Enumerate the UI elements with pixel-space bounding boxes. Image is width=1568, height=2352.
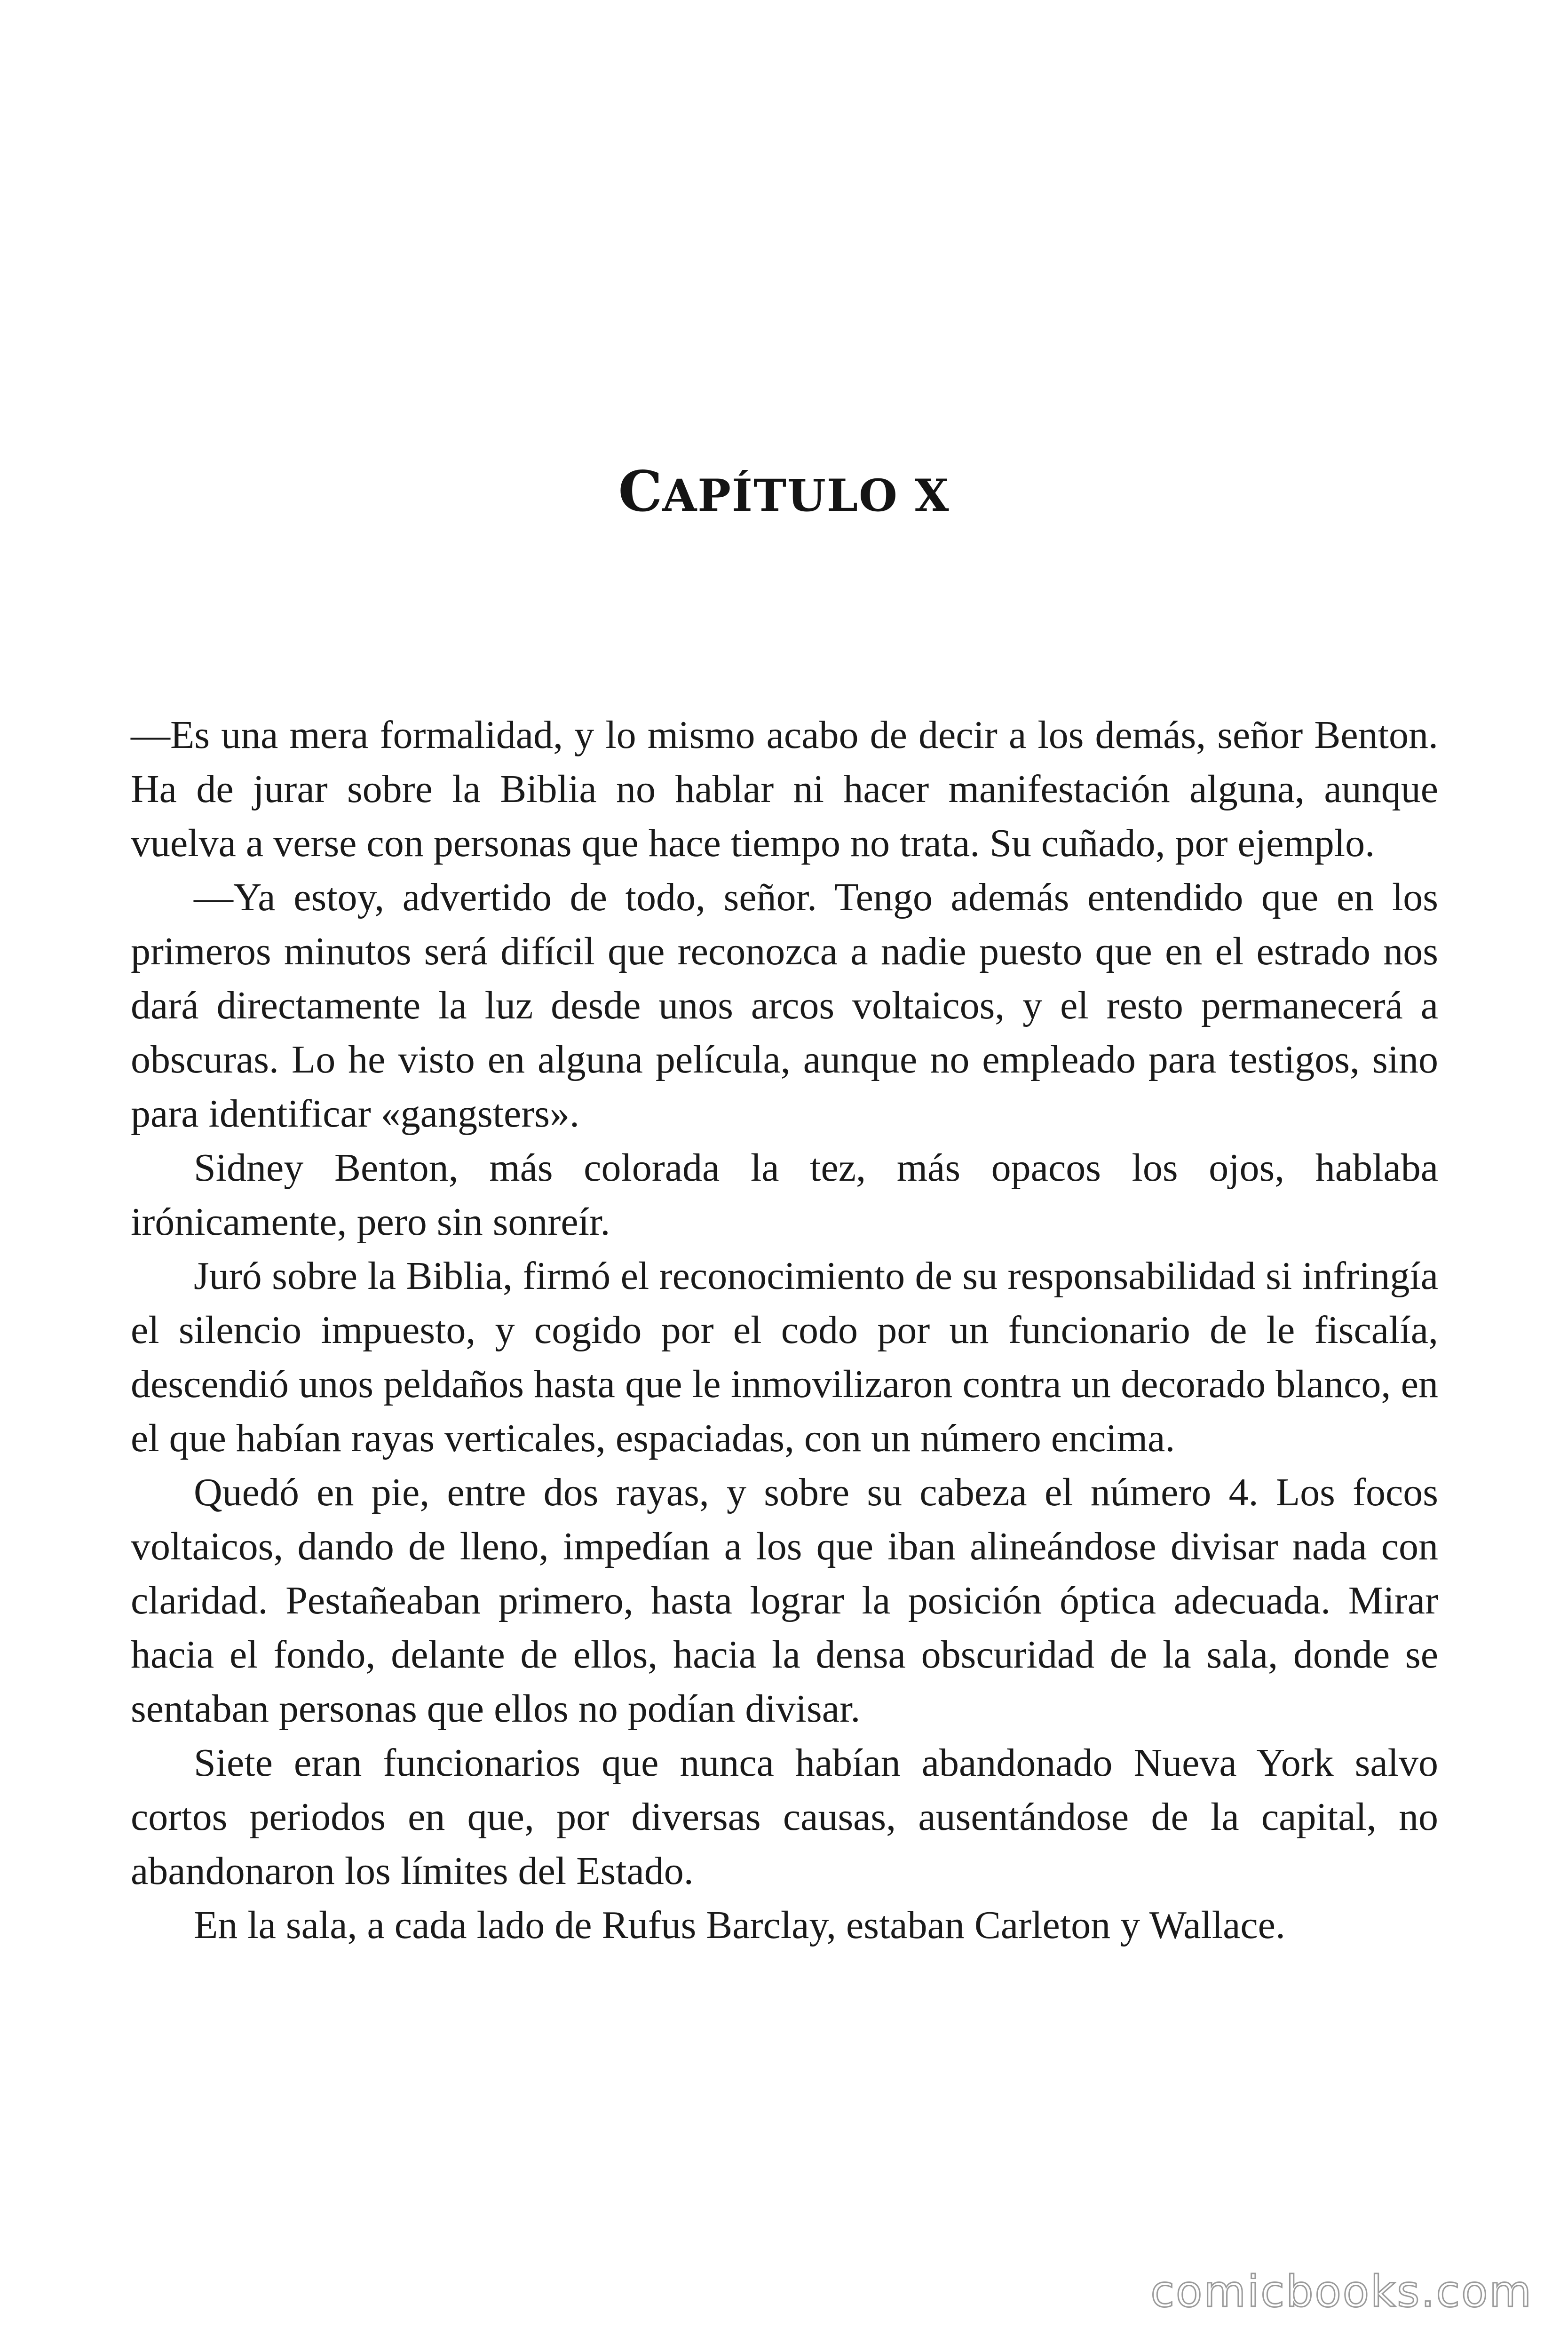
paragraph-2: —Ya estoy, advertido de todo, señor. Tengo además entendido que en los primeros minutos será difícil que reconozca a nadie puesto que en el estrado nos dará directamente la luz desde unos arcos voltaicos, y el resto permanecerá a obscuras. Lo he visto en alguna película, aunque no empleado para testigos, sino para identificar «gangsters». [131,875,1438,1136]
paragraph-4: Juró sobre la Biblia, firmó el reconocimiento de su responsabilidad si infringía el silencio impuesto, y cogido por el codo por un funcionario de le fiscalía, descendió unos peldaños hasta que le inmovilizaron contra un decorado blanco, en el que habían rayas verticales, espaciadas, con un número encima. [131,1254,1438,1460]
paragraph-7: En la sala, a cada lado de Rufus Barclay, estaban Carleton y Wallace. [194,1903,1285,1947]
chapter-body [131,708,1438,1952]
chapter-title-initial: C [618,459,663,524]
chapter-title [0,459,1568,529]
paragraph-3: Sidney Benton, más colorada la tez, más opacos los ojos, hablaba irónicamente, pero sin sonreír. [131,1146,1438,1244]
site-watermark: comicbooks.com [1150,2266,1533,2317]
paragraph-6: Siete eran funcionarios que nunca habían abandonado Nueva York salvo cortos periodos en que, por diversas causas, ausentándose de la capital, no abandonaron los límites del Estado. [131,1741,1438,1893]
paragraph-1: —Es una mera formalidad, y lo mismo acabo de decir a los demás, señor Benton. Ha de jurar sobre la Biblia no hablar ni hacer manifestación alguna, aunque vuelva a verse con personas que hace tiempo no trata. Su cuñado, por ejemplo. [131,713,1438,865]
chapter-title-rest: APÍTULO X [662,470,950,522]
paragraph-5: Quedó en pie, entre dos rayas, y sobre su cabeza el número 4. Los focos voltaicos, dando de lleno, impedían a los que iban alineándose divisar nada con claridad. Pestañeaban primero, hasta lograr la posición óptica adecuada. Mirar hacia el fondo, delante de ellos, hacia la densa obscuridad de la sala, donde se sentaban personas que ellos no podían divisar. [131,1470,1438,1731]
